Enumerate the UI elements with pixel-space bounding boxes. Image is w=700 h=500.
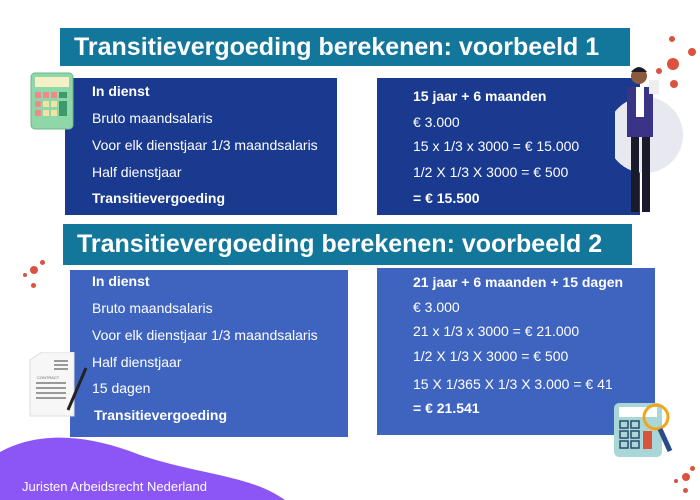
value-bruto: € 3.000 — [413, 114, 460, 130]
label-bruto-maandsalaris: Bruto maandsalaris — [92, 300, 213, 316]
label-transitievergoeding: Transitievergoeding — [94, 407, 228, 423]
label-in-dienst: In dienst — [92, 83, 150, 99]
value-in-dienst: 21 jaar + 6 maanden + 15 dagen — [413, 274, 624, 290]
label-half-dienstjaar: Half dienstjaar — [92, 354, 182, 370]
footer-brand: Juristen Arbeidsrecht Nederland — [22, 479, 207, 494]
value-bruto: € 3.000 — [413, 299, 460, 315]
example2-title: Transitievergoeding berekenen: voorbeeld 2 — [77, 230, 603, 258]
example1-title-bar — [60, 28, 630, 66]
example1-labels-panel — [65, 78, 337, 215]
contract-icon — [28, 352, 90, 418]
calculator-magnifier-icon — [612, 395, 677, 460]
label-per-dienstjaar: Voor elk dienstjaar 1/3 maandsalaris — [92, 137, 318, 153]
example1-values-panel — [377, 78, 640, 215]
value-total: = € 21.541 — [413, 400, 480, 416]
label-half-dienstjaar: Half dienstjaar — [92, 164, 182, 180]
label-bruto-maandsalaris: Bruto maandsalaris — [92, 110, 213, 126]
label-15-dagen: 15 dagen — [92, 380, 151, 396]
label-per-dienstjaar: Voor elk dienstjaar 1/3 maandsalaris — [92, 327, 318, 343]
example1-title: Transitievergoeding berekenen: voorbeeld 1 — [74, 32, 600, 61]
example2-title-bar — [63, 224, 632, 265]
calculator-icon — [30, 72, 74, 130]
value-total: = € 15.500 — [413, 190, 480, 206]
value-half-dienstjaar: 1/2 X 1/3 X 3000 = € 500 — [413, 348, 569, 364]
value-per-dienstjaar: 21 x 1/3 x 3000 = € 21.000 — [413, 323, 580, 339]
value-half-dienstjaar: 1/2 X 1/3 X 3000 = € 500 — [413, 164, 569, 180]
value-per-dienstjaar: 15 x 1/3 x 3000 = € 15.000 — [413, 138, 580, 154]
label-transitievergoeding: Transitievergoeding — [92, 190, 226, 206]
value-in-dienst: 15 jaar + 6 maanden — [413, 88, 547, 104]
contract-label: CONTRACT — [37, 375, 60, 380]
value-15-dagen: 15 X 1/365 X 1/3 X 3.000 = € 41 — [413, 376, 613, 392]
label-in-dienst: In dienst — [92, 273, 150, 289]
example2-labels-panel — [70, 270, 348, 437]
